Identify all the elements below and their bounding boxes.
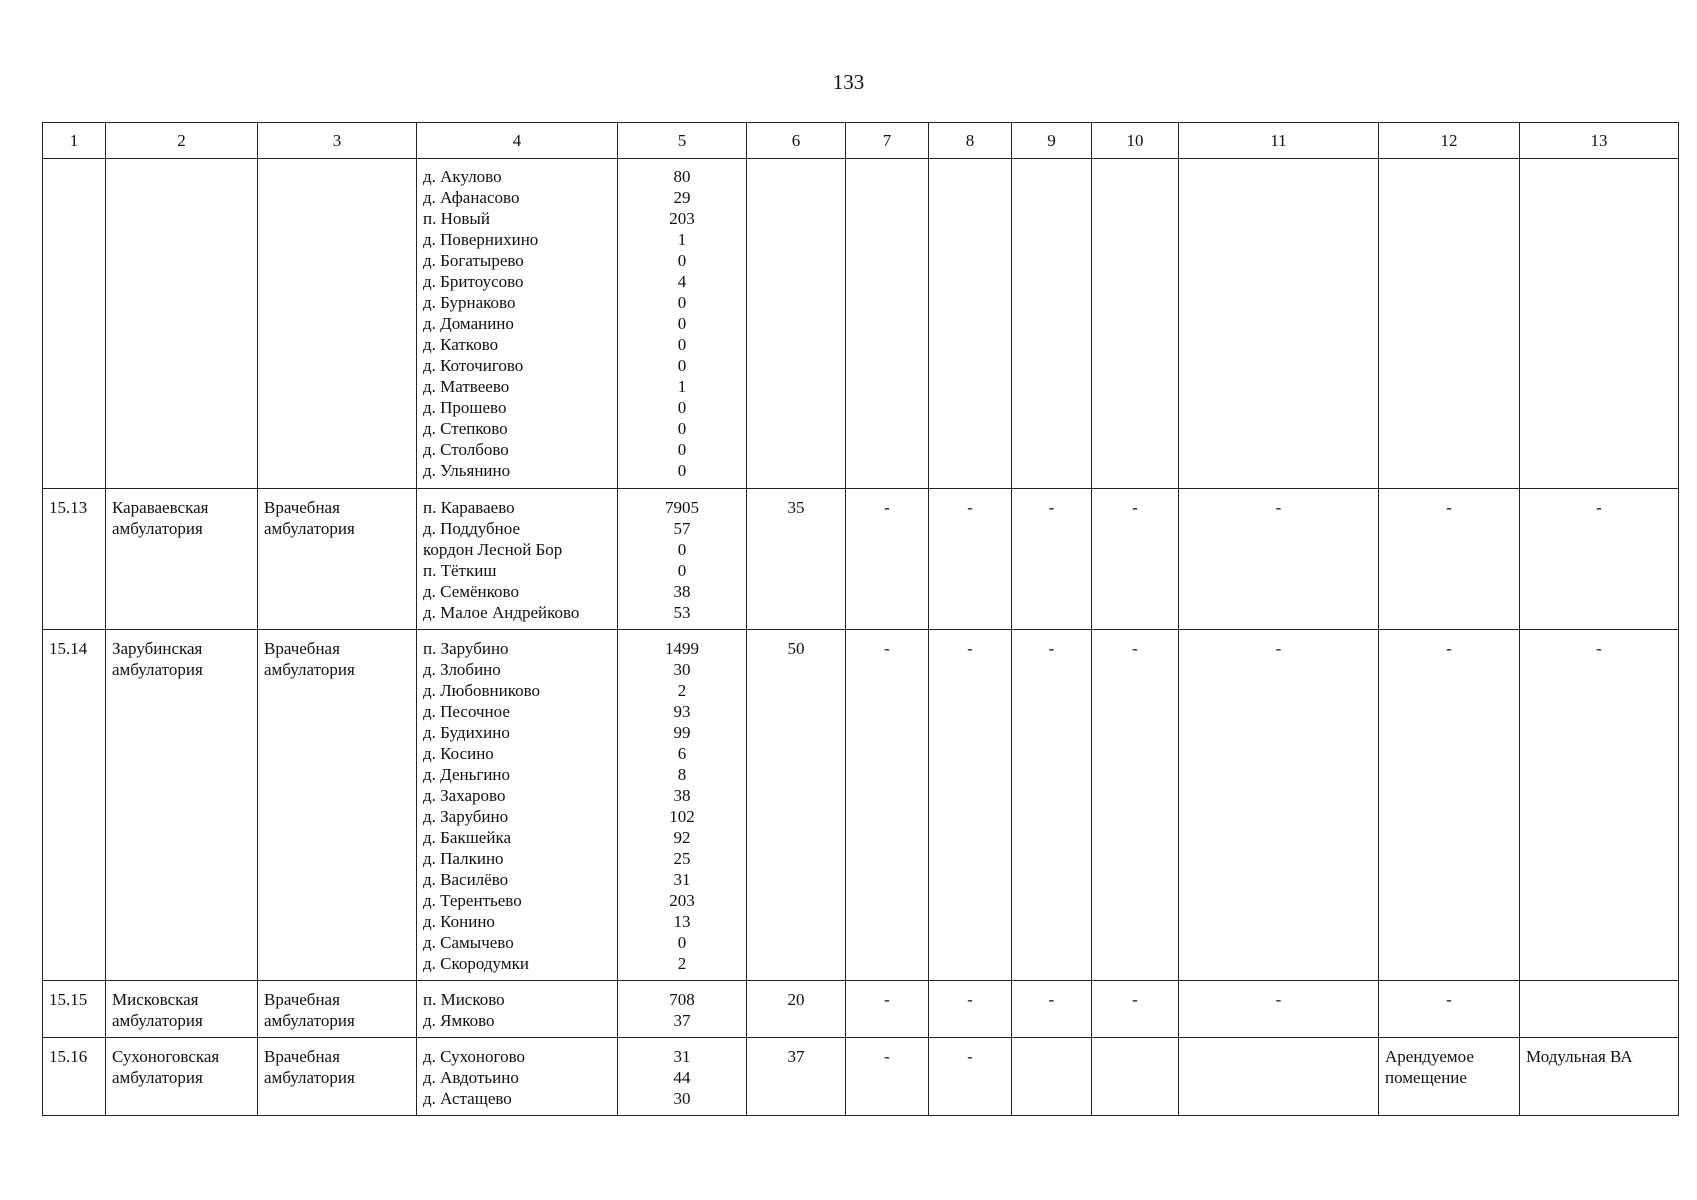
column-header: 1 (43, 123, 106, 159)
row-number: 15.13 (49, 498, 88, 517)
facility-type: Врачебная амбулатория (264, 990, 355, 1030)
cell-col9 (1012, 159, 1091, 170)
cell-col11: - (1275, 639, 1282, 658)
page-number: 133 (832, 70, 865, 94)
column-header: 4 (417, 123, 618, 159)
population-list: 80 29 203 1 0 4 0 0 0 0 1 0 0 0 0 (669, 167, 695, 480)
facility-type: Врачебная амбулатория (264, 639, 355, 679)
cell-col7: - (884, 990, 890, 1009)
row-number: 15.15 (49, 990, 88, 1009)
settlements-list: д. Сухоногово д. Авдотьино д. Астащево (423, 1047, 525, 1108)
cell-col7 (846, 159, 928, 170)
settlements-list: п. Зарубино д. Злобино д. Любовниково д. Песочное д. Будихино д. Косино д. Деньгино д. Захарово д. Зарубино д. Бакшейка д. Палкино д. Василёво д. Терентьево д. Конино д. Самычево д. Скородумки (423, 639, 541, 973)
facility-name: Зарубинская амбулатория (112, 639, 203, 679)
column-header: 11 (1179, 123, 1379, 159)
facility-type (258, 159, 416, 170)
cell-col6: 20 (787, 990, 805, 1009)
column-header: 2 (106, 123, 258, 159)
facility-type: Врачебная амбулатория (264, 498, 355, 538)
cell-col10: - (1132, 498, 1138, 517)
cell-col11: - (1275, 990, 1282, 1009)
table-row (43, 1038, 1679, 1116)
population-list: 708 37 (669, 990, 695, 1030)
cell-col9: - (1048, 498, 1055, 517)
facilities-table (42, 122, 1679, 1116)
cell-col13: - (1596, 498, 1602, 517)
table-row (43, 159, 1679, 489)
column-header: 5 (618, 123, 747, 159)
cell-col8: - (967, 990, 973, 1009)
cell-col8: - (967, 1047, 973, 1066)
column-header: 6 (747, 123, 846, 159)
column-header: 12 (1379, 123, 1520, 159)
cell-col6: 37 (787, 1047, 805, 1066)
cell-col12: Арендуемое помещение (1385, 1047, 1474, 1087)
cell-col10: - (1132, 639, 1138, 658)
cell-col10 (1092, 1038, 1178, 1050)
table-row (43, 981, 1679, 1038)
settlements-list: п. Мисково д. Ямково (423, 990, 505, 1030)
cell-col12: - (1446, 498, 1452, 517)
column-header: 7 (846, 123, 929, 159)
column-header: 3 (258, 123, 417, 159)
settlements-list: п. Караваево д. Поддубное кордон Лесной Бор п. Тёткиш д. Семёнково д. Малое Андрейково (423, 498, 580, 622)
cell-col6: 35 (787, 498, 805, 517)
column-header: 8 (929, 123, 1012, 159)
settlements-list: д. Акулово д. Афанасово п. Новый д. Повернихино д. Богатырево д. Бритоусово д. Бурнаково д. Доманино д. Катково д. Коточигово д. Матвеево д. Прошево д. Степково д. Столбово д. Ульянино (423, 167, 539, 480)
cell-col8: - (967, 498, 973, 517)
cell-col7: - (884, 498, 890, 517)
cell-col8: - (967, 639, 973, 658)
facility-name: Мисковская амбулатория (112, 990, 203, 1030)
cell-col7: - (884, 1047, 890, 1066)
cell-col13 (1520, 981, 1678, 993)
cell-col10 (1092, 159, 1178, 170)
column-header: 13 (1520, 123, 1679, 159)
facility-name: Сухоноговская амбулатория (112, 1047, 220, 1087)
cell-col12 (1379, 159, 1519, 170)
facility-type: Врачебная амбулатория (264, 1047, 355, 1087)
population-list: 7905 57 0 0 38 53 (665, 498, 699, 622)
cell-col13: - (1596, 639, 1602, 658)
cell-col13 (1520, 159, 1678, 170)
cell-col12: - (1446, 990, 1452, 1009)
population-list: 31 44 30 (673, 1047, 691, 1108)
row-number: 15.14 (49, 639, 88, 658)
column-header: 9 (1012, 123, 1092, 159)
cell-col11 (1179, 159, 1378, 170)
cell-col9: - (1048, 639, 1055, 658)
table-row (43, 630, 1679, 981)
cell-col13: Модульная ВА (1526, 1047, 1633, 1066)
table-row (43, 489, 1679, 630)
cell-col9: - (1048, 990, 1055, 1009)
cell-col9 (1012, 1038, 1091, 1050)
cell-col6: 50 (787, 639, 805, 658)
cell-col11: - (1275, 498, 1282, 517)
row-number (43, 159, 105, 170)
column-header: 10 (1092, 123, 1179, 159)
cell-col8 (929, 159, 1011, 170)
population-list: 1499 30 2 93 99 6 8 38 102 92 25 31 203 13 0 2 (665, 639, 699, 973)
row-number: 15.16 (49, 1047, 88, 1066)
facility-name (106, 159, 257, 170)
cell-col6 (747, 159, 845, 170)
cell-col10: - (1132, 990, 1138, 1009)
header-row (43, 123, 1679, 159)
cell-col7: - (884, 639, 890, 658)
cell-col11 (1179, 1038, 1378, 1050)
cell-col12: - (1446, 639, 1452, 658)
facility-name: Караваевская амбулатория (112, 498, 209, 538)
